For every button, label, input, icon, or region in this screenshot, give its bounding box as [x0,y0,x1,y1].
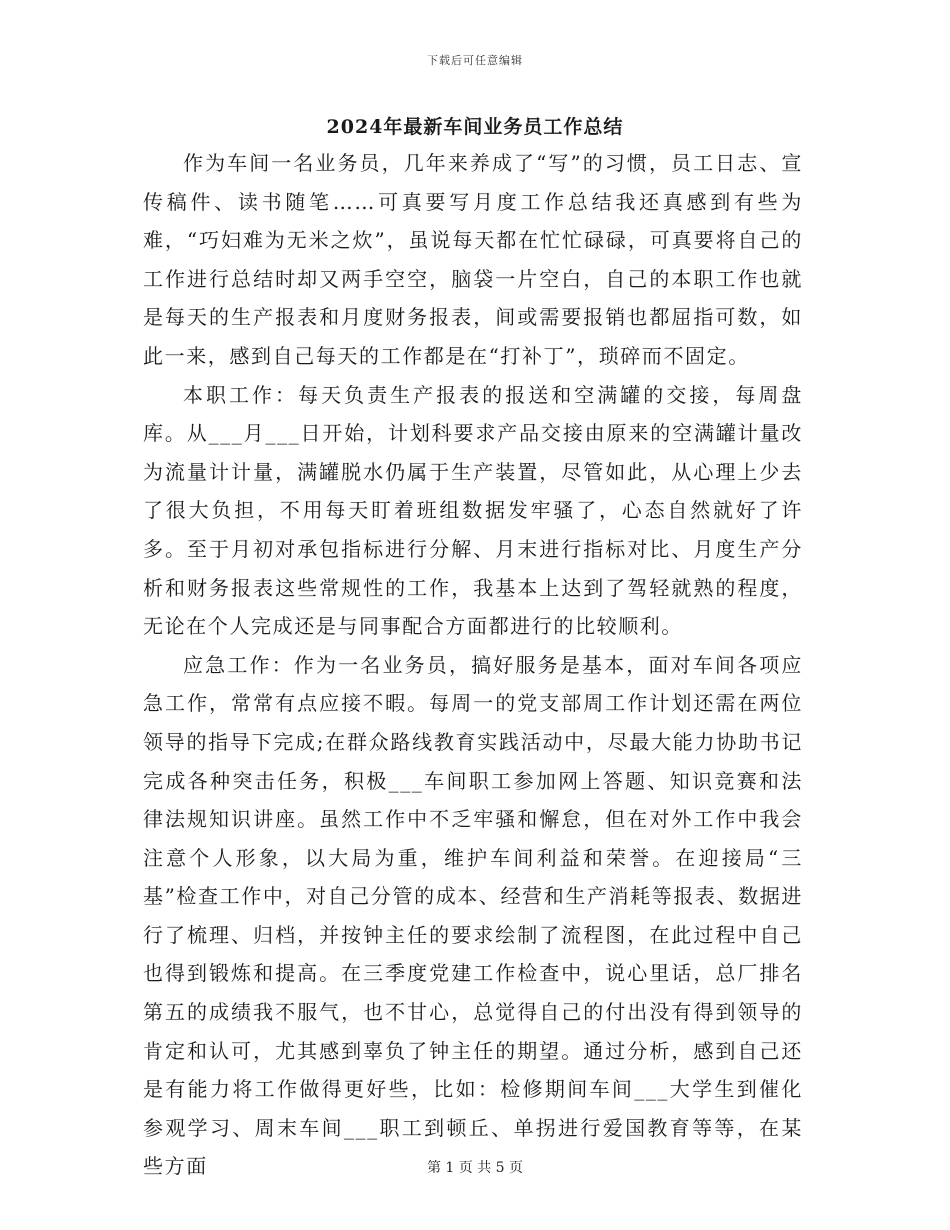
document-body [143,144,803,1186]
paragraph-intro: 作为车间一名业务员，几年来养成了“写”的习惯，员工日志、宣传稿件、读书随笔……可真要写月度工作总结我还真感到有些为难，“巧妇难为无米之炊”，虽说每天都在忙忙碌碌，可真要将自己的工作进行总结时却又两手空空，脑袋一片空白，自己的本职工作也就是每天的生产报表和月度财务报表，间或需要报销也都屈指可数，如此一来，感到自己每天的工作都是在“打补丁”，琐碎而不固定。 [143,151,803,368]
page-header-note: 下载后可任意编辑 [427,54,523,67]
page-number: 第 1 页 共 5 页 [426,1160,524,1176]
paragraph-regular-work: 本职工作：每天负责生产报表的报送和空满罐的交接，每周盘库。从___月___日开始，计划科要求产品交接由原来的空满罐计量改为流量计计量，满罐脱水仍属于生产装置，尽管如此，从心理上少去了很大负担，不用每天盯着班组数据发牢骚了，心态自然就好了许多。至于月初对承包指标进行分解、月末进行指标对比、月度生产分析和财务报表这些常规性的工作，我基本上达到了驾轻就熟的程度，无论在个人完成还是与同事配合方面都进行的比较顺利。 [143,382,803,639]
paragraph-emergency-work: 应急工作：作为一名业务员，搞好服务是基本，面对车间各项应急工作，常常有点应接不暇。每周一的党支部周工作计划还需在两位领导的指导下完成;在群众路线教育实践活动中，尽最大能力协助书记完成各种突击任务，积极___车间职工参加网上答题、知识竞赛和法律法规知识讲座。虽然工作中不乏牢骚和懈怠，但在对外工作中我会注意个人形象，以大局为重，维护车间利益和荣誉。在迎接局“三基”检查工作中，对自己分管的成本、经营和生产消耗等报表、数据进行了梳理、归档，并按钟主任的要求绘制了流程图，在此过程中自己也得到锻炼和提高。在三季度党建工作检查中，说心里话，总厂排名第五的成绩我不服气，也不甘心，总觉得自己的付出没有得到领导的肯定和认可，尤其感到辜负了钟主任的期望。通过分析，感到自己还是有能力将工作做得更好些，比如：检修期间车间___大学生到催化参观学习、周末车间___职工到顿丘、单拐进行爱国教育等等，在某些方面 [143,652,803,1179]
document-title: 2024年最新车间业务员工作总结 [326,116,624,138]
